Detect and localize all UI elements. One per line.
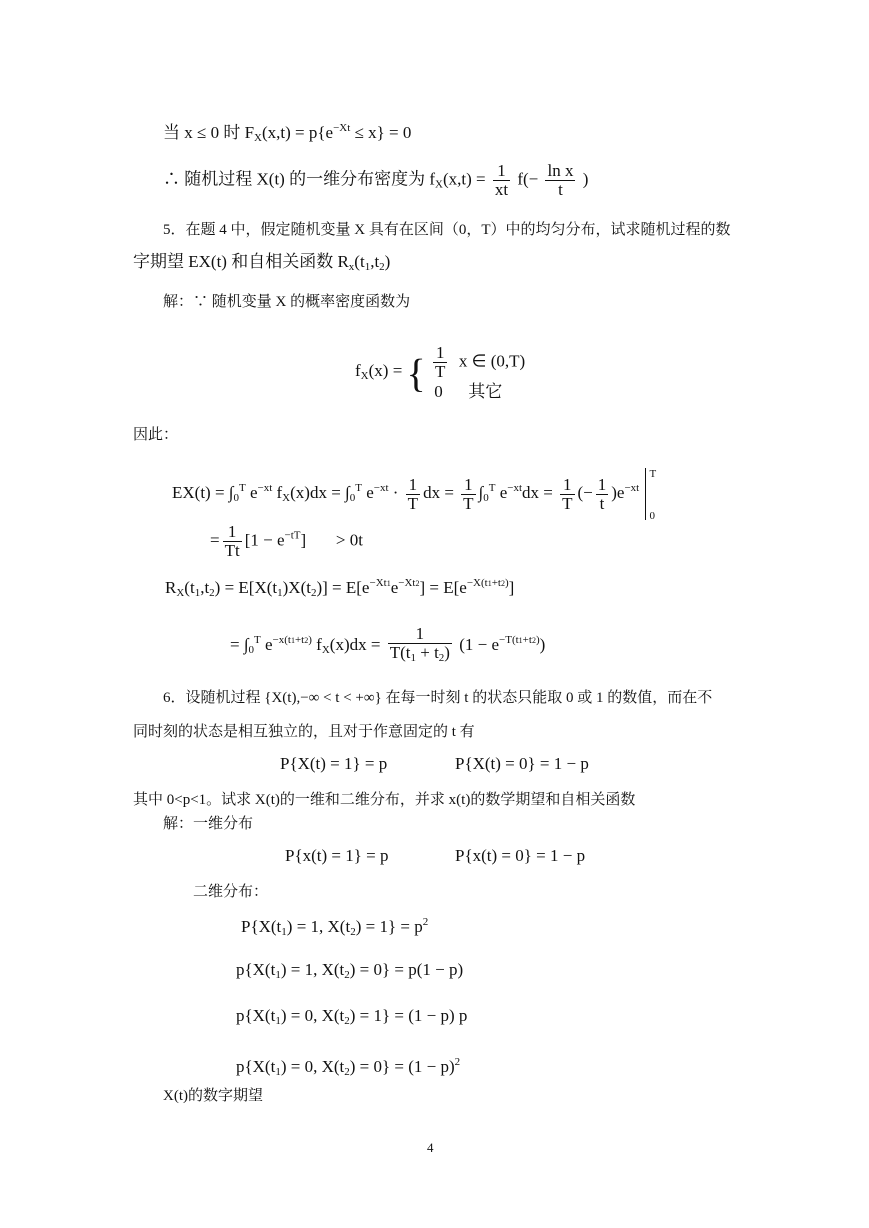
hence-label: 因此： xyxy=(133,427,179,443)
page-number: 4 xyxy=(427,1140,434,1155)
problem-5-text: 5．在题 4 中，假定随机变量 X 具有在区间（0，T）中的均匀分布，试求随机过程的数 xyxy=(163,222,731,238)
equation-piecewise-density: $f_X(x)$ = { $\frac{1}{T}$ x ∈ (0,T) 0 其它 xyxy=(355,343,526,401)
problem-5-text-cont: 字期望 EX(t) 和自相关函数 $R_x(t_1,t_2)$ xyxy=(133,252,391,273)
equation-expectation: $EX(t) = \int_0^T$ $e^{-xt}$ $f_X(x)dx = \int_0^T$ $e^{-xt}$ · $\frac{1}{T}$ dx = $\frac{1}{T}$ $\int_0^T$ $e^{-xt}dx$ = $\frac{1}{T}$ (− $\frac{1}{t}$ )$e^{-xt}$ T 0 xyxy=(172,468,657,522)
equation-onedim-1: P{x(t) = 1} = p xyxy=(285,846,389,865)
equation-onedim-0: P{x(t) = 0} = 1 − p xyxy=(455,846,586,865)
equation-fx-nonpositive: 当 x ≤ 0 时 $F_X(x,t) = p\{e^{-Xt} \le x\} = 0$ xyxy=(163,122,412,144)
expectation-label: X(t)的数字期望 xyxy=(163,1088,263,1104)
problem-6-text-cont: 同时刻的状态是相互独立的，且对于作意固定的 t 有 xyxy=(133,724,475,740)
problem-6-text: 6．设随机过程 {X(t),−∞ < t < +∞} 在每一时刻 t 的状态只能取 0 或 1 的数值，而在不 xyxy=(163,690,713,706)
solution-5-intro: 解：∵ 随机变量 X 的概率密度函数为 xyxy=(163,294,411,310)
solution-6-intro: 解：一维分布 xyxy=(163,816,254,832)
equation-twodim-01: $p\{X(t_1) = 0$, $X(t_2) = 1\} = (1 - p)$ p xyxy=(236,1006,468,1027)
equation-prob-1: P{X(t) = 1} = p xyxy=(280,754,388,773)
problem-6-question: 其中 0<p<1。试求 X(t)的一维和二维分布，并求 x(t)的数学期望和自相关函数 xyxy=(133,792,636,808)
equation-autocorrelation-result: = $\int_0^T$ $e^{-x(t1+t2)}$ $f_X(x)dx$ = $\frac{1}{T(t_1 + t_2)}$ $(1 - e^{-T(t1+t2)})$ xyxy=(230,624,546,664)
twodim-label: 二维分布： xyxy=(193,884,269,900)
equation-autocorrelation: $R_X(t_1,t_2) = E[X(t_1)X(t_2)] = E[e^{-Xt1}e^{-Xt2}] = E[e^{-X(t1+t2)}]$ xyxy=(165,577,515,599)
equation-twodim-11: $P\{X(t_1) = 1$, $X(t_2) = 1\} = p^2$ xyxy=(241,916,429,938)
equation-prob-0: P{X(t) = 0} = 1 − p xyxy=(455,754,589,773)
equation-twodim-10: $p\{X(t_1) = 1$, $X(t_2) = 0\} = p(1 - p)$ xyxy=(236,960,464,981)
equation-expectation-result: = $\frac{1}{Tt}$ $[1 - e^{-tT}]$ > 0t xyxy=(210,522,363,560)
equation-twodim-00: $p\{X(t_1) = 0$, $X(t_2) = 0\} = (1 - p)^2$ xyxy=(236,1056,461,1078)
equation-density: ∴ 随机过程 X(t) 的一维分布密度为 $f_X(x,t)$ = $\frac{1}{xt}$ f(− $\frac{\text{ln x}}{t}$ ) xyxy=(163,161,589,199)
